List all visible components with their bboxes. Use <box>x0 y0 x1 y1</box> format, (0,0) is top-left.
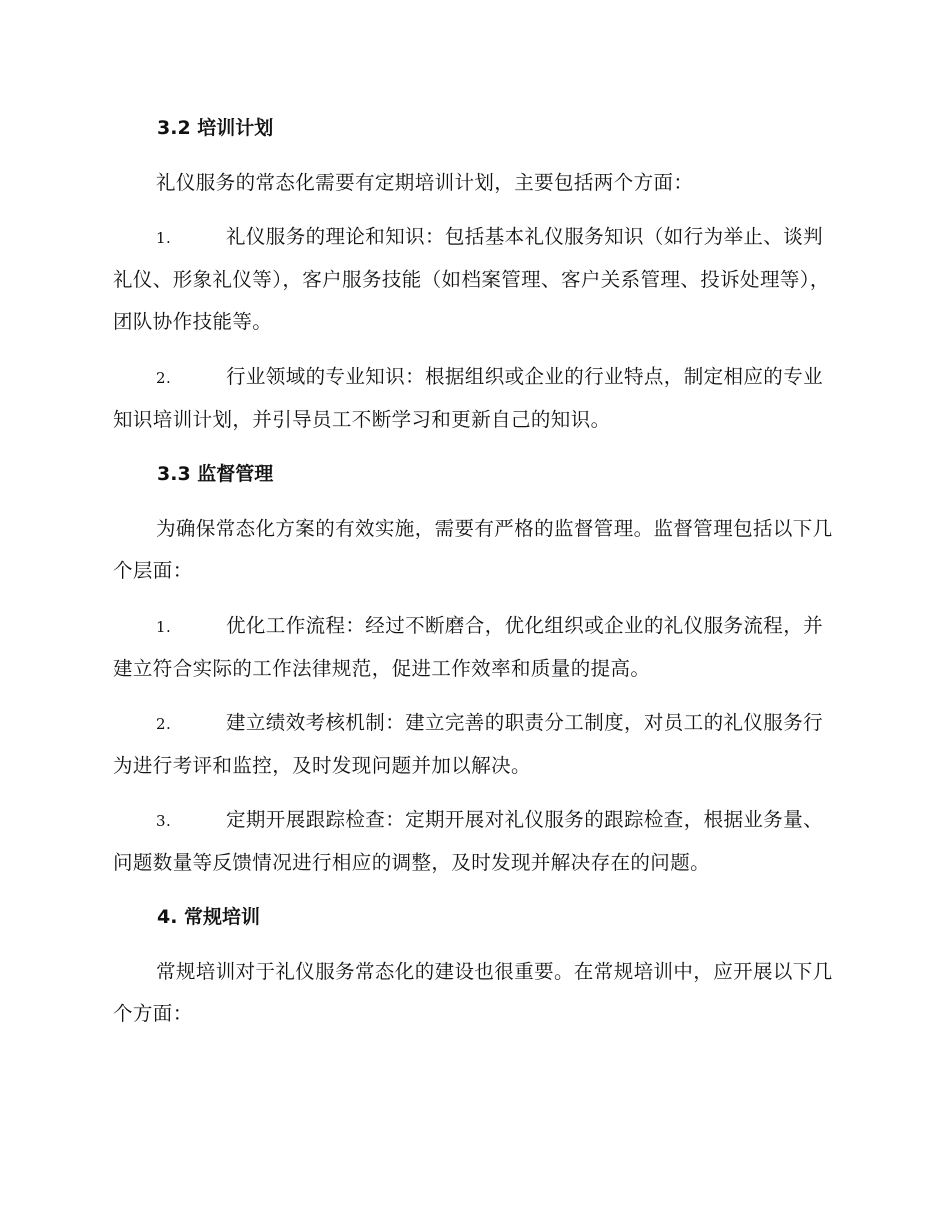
list-number: 2. <box>156 369 172 387</box>
list-number: 1. <box>156 229 172 247</box>
list-item <box>113 356 833 441</box>
list-item-text: 优化工作流程：经过不断磨合，优化组织或企业的礼仪服务流程，并建立符合实际的工作法律规范，促进工作效率和质量的提高。 <box>113 614 824 680</box>
paragraph-training-intro: 礼仪服务的常态化需要有定期培训计划，主要包括两个方面： <box>156 171 694 194</box>
list-item <box>113 216 833 343</box>
list-item-text: 行业领域的专业知识：根据组织或企业的行业特点，制定相应的专业知识培训计划，并引导员工不断学习和更新自己的知识。 <box>113 365 824 431</box>
section-heading-supervision: 3.3 监督管理 <box>157 463 274 485</box>
list-number: 1. <box>156 618 172 636</box>
paragraph-supervision-intro: 为确保常态化方案的有效实施，需要有严格的监督管理。监督管理包括以下几个层面： <box>113 517 833 582</box>
list-item-text: 建立绩效考核机制：建立完善的职责分工制度，对员工的礼仪服务行为进行考评和监控，及时发现问题并加以解决。 <box>113 711 824 777</box>
list-item-text: 礼仪服务的理论和知识：包括基本礼仪服务知识（如行为举止、谈判礼仪、形象礼仪等），客户服务技能（如档案管理、客户关系管理、投诉处理等），团队协作技能等。 <box>113 225 830 333</box>
list-item-text: 定期开展跟踪检查：定期开展对礼仪服务的跟踪检查，根据业务量、问题数量等反馈情况进行相应的调整，及时发现并解决存在的问题。 <box>113 808 824 874</box>
list-item <box>113 799 833 884</box>
list-number: 3. <box>156 812 172 830</box>
paragraph-regular-training-intro: 常规培训对于礼仪服务常态化的建设也很重要。在常规培训中，应开展以下几个方面： <box>113 960 833 1025</box>
list-item <box>113 605 833 690</box>
section-heading-regular-training: 4. 常规培训 <box>157 906 261 928</box>
list-number: 2. <box>156 715 172 733</box>
list-item <box>113 702 833 787</box>
section-heading-training-plan: 3.2 培训计划 <box>157 117 274 139</box>
